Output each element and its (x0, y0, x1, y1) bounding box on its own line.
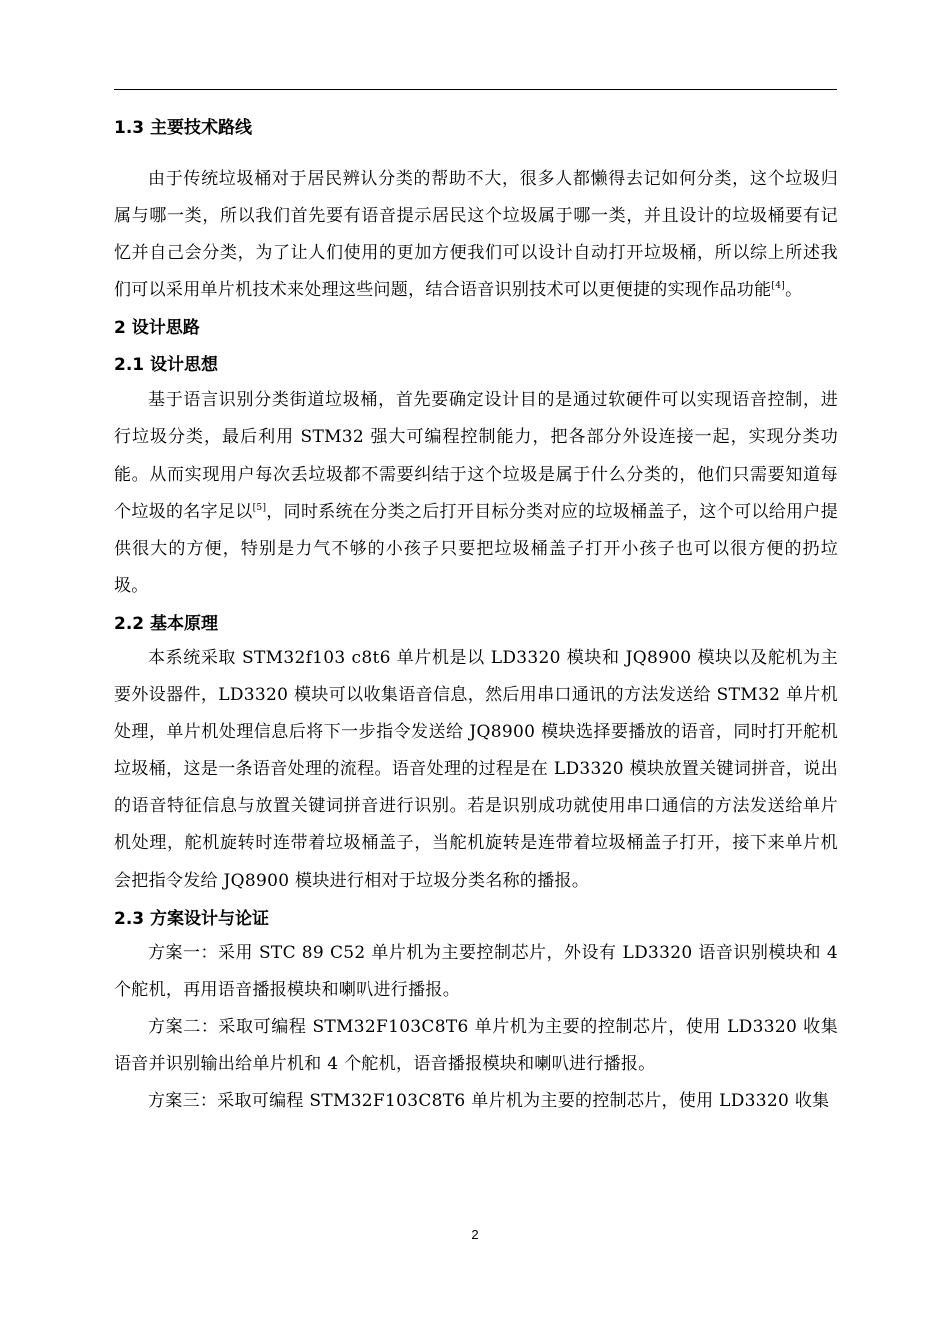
header-rule (114, 89, 837, 90)
paragraph-2-2: 本系统采取 STM32f103 c8t6 单片机是以 LD3320 模块和 JQ8900 模块以及舵机为主要外设器件，LD3320 模块可以收集语音信息，然后用串口通讯的方法发送给 STM32 单片机处理，单片机处理信息后将下一步指令发送给 JQ8900 模块选择要播放的语音，同时打开舵机垃圾桶，这是一条语音处理的流程。语音处理的过程是在 LD3320 模块放置关键词拼音，说出的语音特征信息与放置关键词拼音进行识别。若是识别成功就使用串口通信的方法发送给单片机处理，舵机旋转时连带着垃圾桶盖子，当舵机旋转是连带着垃圾桶盖子打开，接下来单片机会把指令发给 JQ8900 模块进行相对于垃圾分类名称的播报。 (114, 647, 838, 891)
paragraph-2-1 (114, 382, 838, 605)
paragraph-2-1-text-a: 基于语言识别分类街道垃圾桶，首先要确定设计目的是通过软硬件可以实现语音控制，进行垃圾分类，最后利用 STM32 强大可编程控制能力，把各部分外设连接一起，实现分类功能。从而实现用户每次丢垃圾都不需要纠结于这个垃圾是属于什么分类的，他们只需要知道每个垃圾的名字足以 (114, 390, 838, 522)
document-body (114, 114, 838, 1120)
paragraph-1-3 (114, 161, 838, 309)
section-heading-2: 2 设计思路 (114, 318, 200, 339)
paragraph-2-1-text-b: ，同时系统在分类之后打开目标分类对应的垃圾桶盖子，这个可以给用户提供很大的方便，特别是力气不够的小孩子只要把垃圾桶盖子打开小孩子也可以很方便的扔垃圾。 (114, 501, 838, 596)
citation-ref-4: [4] (771, 281, 786, 292)
paragraph-1-3-end: 。 (785, 280, 803, 301)
page-number: 2 (471, 1227, 479, 1242)
section-heading-2-3: 2.3 方案设计与论证 (114, 908, 270, 929)
citation-ref-5: [5] (252, 502, 267, 513)
paragraph-1-3-text: 由于传统垃圾桶对于居民辨认分类的帮助不大，很多人都懒得去记如何分类，这个垃圾归属与哪一类，所以我们首先要有语音提示居民这个垃圾属于哪一类，并且设计的垃圾桶要有记忆并自己会分类，为了让人们使用的更加方便我们可以设计自动打开垃圾桶，所以综上所述我们可以采用单片机技术来处理这些问题，结合语音识别技术可以更便捷的实现作品功能 (114, 169, 838, 301)
paragraph-2-3-scheme-2: 方案二：采取可编程 STM32F103C8T6 单片机为主要的控制芯片，使用 LD3320 收集语音并识别输出给单片机和 4 个舵机，语音播报模块和喇叭进行播报。 (114, 1016, 838, 1074)
section-heading-2-2: 2.2 基本原理 (114, 613, 219, 634)
paragraph-2-3-scheme-3: 方案三：采取可编程 STM32F103C8T6 单片机为主要的控制芯片，使用 LD3320 收集 (148, 1090, 830, 1111)
section-heading-2-1: 2.1 设计思想 (114, 355, 219, 376)
paragraph-2-3-scheme-1: 方案一：采用 STC 89 C52 单片机为主要控制芯片，外设有 LD3320 语音识别模块和 4 个舵机，再用语音播报模块和喇叭进行播报。 (114, 942, 838, 1000)
section-heading-1-3: 1.3 主要技术路线 (114, 118, 253, 138)
